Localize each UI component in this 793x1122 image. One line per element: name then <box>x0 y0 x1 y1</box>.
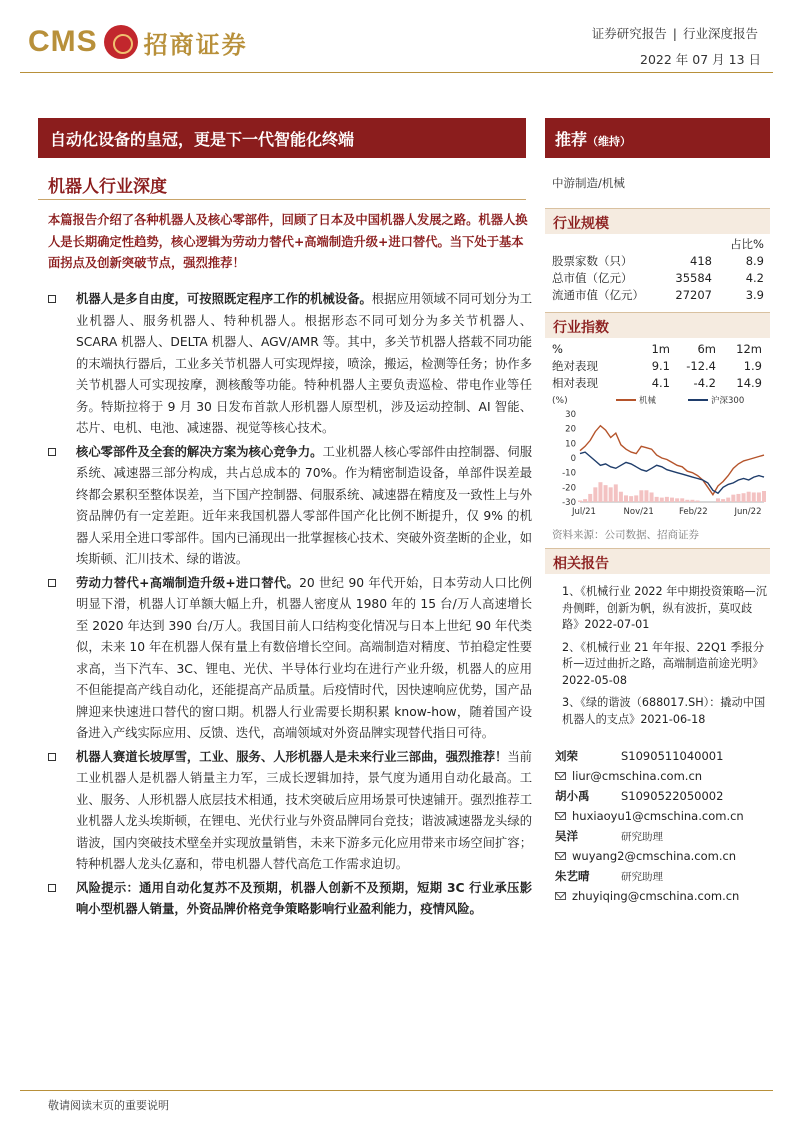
excess-bar <box>614 484 618 502</box>
analyst-row <box>555 826 770 846</box>
rating-bar <box>545 118 770 158</box>
index-chart <box>550 392 772 522</box>
excess-bar <box>639 490 643 502</box>
related-report-item: 2、《机械行业 21 年年报、22Q1 季报分析—迈过曲折之路，高端制造前途光明》2022-05-08 <box>562 640 765 687</box>
analyst-row <box>555 866 770 886</box>
bullet-text: 当前工业机器人是机器人销量主力军，三成长逻辑加持，景气度为通用自动化最高。工业、服务、人形机器人底层技术相通，技术突破后应用场景可快速铺开。强烈推荐工业机器人龙头埃斯顿，在锂电、光伏行业与外资品牌同台竞技；谐波减速器龙头绿的谐波，国内突破技术壁垒并实现放量销售，未来下游多元化应用带来市场空间扩容；特种机器人龙头亿嘉和，带电机器人替代高危工作需求迫切。 <box>76 749 532 871</box>
bullet-item <box>44 573 532 745</box>
bullet-item <box>44 747 532 876</box>
related-reports <box>562 584 767 734</box>
index-chart-svg <box>550 392 772 522</box>
excess-bar <box>762 491 766 502</box>
analyst-email-row <box>555 806 770 826</box>
bullet-text: 根据应用领域不同可划分为工业机器人、服务机器人、特种机器人。根据形态不同可划分为多关节机器人、SCARA 机器人、DELTA 机器人、AGV/AMR 等。其中，多关节机器人搭载不同功能的末端执行器后，工业多关节机器人可实现焊接，喷涂，搬运，检测等任务；协作多关节机器人可实现按摩，测核酸等功能。特种机器人主要负责巡检、带电作业等任务。特斯拉将于 9 月 30 日发布首款人形机器人原型机，涉及运动控制、AI 智能、芯片、电机、电池、减速器、视觉等核心技术。 <box>76 292 532 435</box>
index-val: -4.2 <box>693 376 716 390</box>
excess-bar <box>685 500 689 502</box>
x-tick-label: Jul/21 <box>572 507 596 517</box>
logo <box>28 20 248 64</box>
rating-note: （维持） <box>587 135 632 148</box>
excess-bar <box>696 501 700 502</box>
excess-bar <box>629 496 633 502</box>
scale-key: 总市值（亿元） <box>552 271 633 285</box>
excess-bar <box>721 499 725 502</box>
analyst-email[interactable]: liur@cmschina.com.cn <box>572 769 703 783</box>
footer-divider <box>20 1090 773 1091</box>
scale-value: 418 <box>690 254 712 268</box>
bullet-lead: 风险提示：通用自动化复苏不及预期，机器人创新不及预期，短期 3C 行业承压影响小型机器人销量，外资品牌价格竞争策略影响行业盈利能力，疫情风险。 <box>76 880 532 916</box>
analyst-email[interactable]: huxiaoyu1@cmschina.com.cn <box>572 809 744 823</box>
excess-bar <box>634 495 638 502</box>
header-meta <box>589 24 761 68</box>
y-tick-label: -20 <box>562 483 576 494</box>
analyst-name: 吴洋 <box>555 829 578 843</box>
y-tick-label: 30 <box>565 410 576 420</box>
analyst-row <box>555 746 770 766</box>
mail-icon <box>555 812 566 820</box>
index-key: 相对表现 <box>552 376 598 390</box>
scale-pct: 3.9 <box>745 288 764 302</box>
index-val: 4.1 <box>651 376 670 390</box>
bullet-text: 工业机器人核心零部件由控制器、伺服系统、减速器三部分构成，共占总成本的 70%。作为精密制造设备，单部件误差最终都会累积至整体误差，当下国产控制器、伺服系统、减速器在精度及一致性上与外资品牌仍有一定差距。近年来我国机器人零部件国产化比例不断提升，仅 9% 的机器人采用全进口零部件。国内已涌现出一批掌握核心技术、突破外资垄断的企业，如埃斯顿、汇川技术、绿的谐波。 <box>76 444 532 566</box>
analyst-email[interactable]: zhuyiqing@cmschina.com.cn <box>572 889 740 903</box>
index-val: -12.4 <box>686 359 716 373</box>
excess-bar <box>752 492 756 502</box>
index-col: 6m <box>697 342 716 356</box>
index-heading: 行业指数 <box>545 312 770 338</box>
footer-note: 敬请阅读末页的重要说明 <box>48 1099 169 1112</box>
bullet-lead: 机器人是多自由度，可按照既定程序工作的机械设备。 <box>76 292 372 306</box>
logo-cn: 招商证券 <box>143 30 248 59</box>
excess-bar <box>742 493 746 502</box>
chart-source: 资料来源：公司数据、招商证券 <box>552 529 699 541</box>
excess-bar <box>655 497 659 502</box>
related-heading: 相关报告 <box>545 548 770 574</box>
analyst-name: 刘荣 <box>555 749 578 763</box>
excess-bar <box>588 494 592 502</box>
scale-row <box>552 253 764 270</box>
index-col: 12m <box>736 342 762 356</box>
page-subtitle: 机器人行业深度 <box>48 177 167 197</box>
analyst-title: 研究助理 <box>621 830 663 843</box>
scale-row <box>552 270 764 287</box>
excess-bar <box>675 498 679 502</box>
scale-row <box>552 287 764 304</box>
bullet-lead: 核心零部件及全套的解决方案为核心竞争力。 <box>76 444 323 459</box>
excess-bar <box>644 490 648 502</box>
bullet-list <box>44 289 532 923</box>
excess-bar <box>598 482 602 502</box>
bullet-marker-icon <box>48 448 56 456</box>
analyst-email-row <box>555 766 770 786</box>
analyst-email-row <box>555 846 770 866</box>
scale-pct: 4.2 <box>745 271 764 285</box>
scale-heading: 行业规模 <box>545 208 770 234</box>
index-table <box>552 341 764 392</box>
bullet-lead: 劳动力替代+高端制造升级+进口替代。 <box>76 575 300 590</box>
index-key: 绝对表现 <box>552 359 598 373</box>
bullet-marker-icon <box>48 884 56 892</box>
index-val: 1.9 <box>743 359 762 373</box>
y-axis-label: (%) <box>552 396 568 406</box>
excess-bar <box>736 494 740 502</box>
page-title: 自动化设备的皇冠，更是下一代智能化终端 <box>38 118 526 158</box>
report-date: 2022 年 07 月 13 日 <box>640 52 761 67</box>
scale-pct: 8.9 <box>745 254 764 268</box>
header-separator: | <box>672 26 677 41</box>
bullet-text: 20 世纪 90 年代开始，日本劳动人口比例明显下滑，机器人订单额大幅上升，机器人密度从 1980 年的 15 台/万人高速增长至 2020 年达到 390 台/万人。我国目前人口结构变化情况与日本上世纪 90 年代类似，未来 10 年在机器人保有量上有数倍增长空间。高端制造对精度、节拍稳定性要求高，当下汽车、3C、锂电、光伏、半导体行业均在进行产业升级，机器人的应用不但能提高产线自动化，还能提高产品质量。后疫情时代，因快速响应优势，国产品牌迎来快速进口替代的窗口期。机器人行业需要长期积累 know-how，随着国产设备进入产线实际应用、反馈、迭代，高端领域对外资品牌实现替代指日可待。 <box>76 575 533 740</box>
report-kind: 行业深度报告 <box>682 26 758 41</box>
index-val: 9.1 <box>651 359 670 373</box>
excess-bar <box>690 500 694 502</box>
index-row <box>552 375 764 392</box>
bullet-marker-icon <box>48 295 56 303</box>
mail-icon <box>555 772 566 780</box>
analyst-list <box>555 746 770 906</box>
series-line-machinery <box>580 426 764 495</box>
excess-bar <box>660 498 664 502</box>
scale-value: 35584 <box>675 271 712 285</box>
scale-key: 股票家数（只） <box>552 254 633 268</box>
y-tick-label: 10 <box>565 439 576 450</box>
logo-seal-icon <box>104 25 138 59</box>
excess-bar <box>747 492 751 502</box>
excess-bar <box>624 495 628 502</box>
analyst-email-row <box>555 886 770 906</box>
analyst-name: 胡小禹 <box>555 789 590 803</box>
excess-bar <box>665 497 669 502</box>
scale-key: 流通市值（亿元） <box>552 288 644 302</box>
report-type: 证券研究报告 <box>591 26 667 41</box>
scale-value: 27207 <box>675 288 712 302</box>
analyst-email[interactable]: wuyang2@cmschina.com.cn <box>572 849 737 863</box>
excess-bar <box>619 492 623 502</box>
y-tick-label: 0 <box>570 454 576 464</box>
excess-bar <box>716 498 720 502</box>
series-line-csi300 <box>580 452 764 493</box>
related-report-item: 3、《绿的谐波（688017.SH）：撬动中国机器人的支点》2021-06-18 <box>562 696 766 726</box>
rating-label: 推荐 <box>555 130 588 149</box>
analyst-id: S1090511040001 <box>621 749 724 763</box>
excess-bar <box>680 498 684 502</box>
pct-header: 占比% <box>730 237 764 251</box>
bullet-item <box>44 878 532 921</box>
legend-label: 机械 <box>639 396 657 406</box>
bullet-lead: 机器人赛道长坡厚雪，工业、服务、人形机器人是未来行业三部曲，强烈推荐！ <box>76 749 508 764</box>
mail-icon <box>555 892 566 900</box>
bullet-marker-icon <box>48 753 56 761</box>
related-report-item: 1、《机械行业 2022 年中期投资策略—沉舟侧畔，创新为帆，纵有波折，莫叹歧路》2022-07-01 <box>562 585 767 631</box>
x-tick-label: Nov/21 <box>623 507 654 517</box>
excess-bar <box>583 499 587 502</box>
x-tick-label: Jun/22 <box>734 507 762 517</box>
abstract: 本篇报告介绍了各种机器人及核心零部件，回顾了日本及中国机器人发展之路。机器人换人是长期确定性趋势，核心逻辑为劳动力替代+高端制造升级+进口替代。当下处于基本面拐点及创新突破节点，强烈推荐！ <box>48 213 528 270</box>
bullet-item <box>44 442 532 571</box>
subtitle-divider <box>38 199 526 200</box>
excess-bar <box>757 492 761 502</box>
excess-bar <box>604 485 608 502</box>
analyst-name: 朱艺晴 <box>555 869 590 883</box>
x-tick-label: Feb/22 <box>678 507 708 517</box>
index-header-row <box>552 341 764 358</box>
bullet-marker-icon <box>48 579 56 587</box>
excess-bar <box>609 487 613 502</box>
index-col: 1m <box>651 342 670 356</box>
excess-bar <box>670 498 674 502</box>
analyst-title: 研究助理 <box>621 870 663 883</box>
y-tick-label: 20 <box>565 424 576 435</box>
index-row <box>552 358 764 375</box>
mail-icon <box>555 852 566 860</box>
analyst-row <box>555 786 770 806</box>
excess-bar <box>731 495 735 502</box>
logo-text: CMS <box>28 25 98 58</box>
index-col: % <box>552 342 563 356</box>
excess-bar <box>650 492 654 502</box>
index-val: 14.9 <box>736 376 762 390</box>
y-tick-label: -30 <box>562 498 576 508</box>
analyst-id: S1090522050002 <box>621 789 724 803</box>
scale-table <box>552 236 764 304</box>
excess-bar <box>578 501 582 502</box>
excess-bar <box>593 487 597 502</box>
legend-label: 沪深300 <box>711 396 745 406</box>
sector-label: 中游制造/机械 <box>552 176 625 190</box>
y-tick-label: -10 <box>562 468 576 479</box>
excess-bar <box>726 498 730 502</box>
bullet-item <box>44 289 532 440</box>
header-divider <box>20 72 773 73</box>
